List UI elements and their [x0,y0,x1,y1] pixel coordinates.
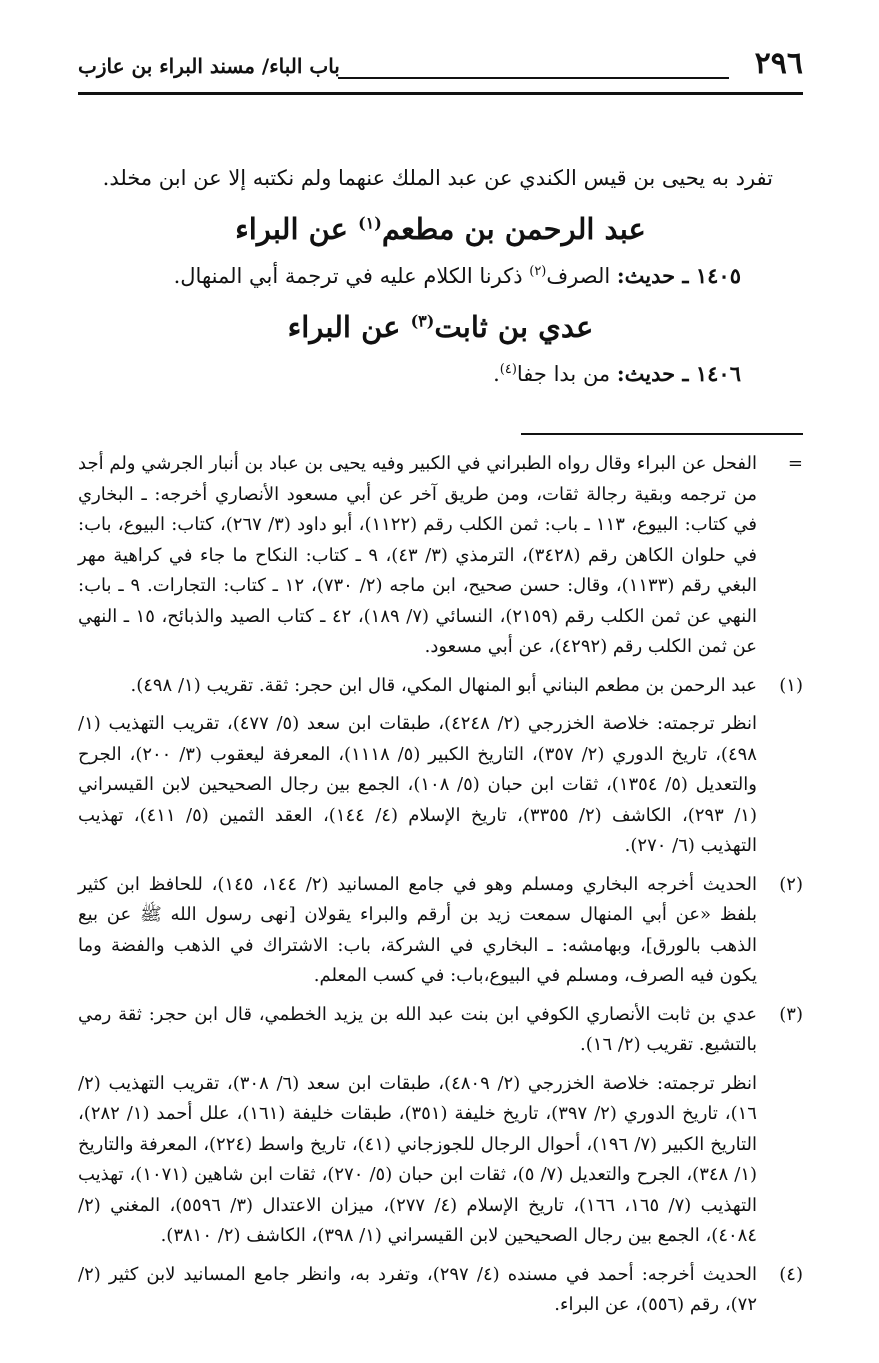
running-title: باب الباء/ مسند البراء بن عازب [78,54,340,78]
footnote-ref-3: (٣) [410,311,435,331]
footnote-separator [521,433,803,435]
footnote-continuation-text: الفحل عن البراء وقال رواه الطبراني في الكبير وفيه يحيى بن عباد بن أنبار الجرشي ولم أجد من ترجمه وبقية رجالة ثقات، ومن طريق آخر عن أبي مسعود الأنصاري أخرجه: ـ البخاري في كتاب: البيوع، ١١٣ ـ باب: ثمن الكلب رقم (١١٢٢)، أبو داود (٣/ ٢٦٧)، كتاب: البيوع، باب: في حلوان الكاهن رقم (٣٤٢٨)، الترمذي (٣/ ٤٣)، ٩ ـ كتاب: النكاح ما جاء في كراهية مهر البغي رقم (١١٣٣)، وقال: حسن صحيح، ابن ماجه (٢/ ٧٣٠)، ١٢ ـ كتاب: التجارات. ٩ ـ باب: النهي عن ثمن الكلب رقم (٢١٥٩)، النسائي (٧/ ١٨٩)، ٤٢ ـ كتاب الصيد والذبائح، ١٥ ـ النهي عن ثمن الكلب رقم (٤٢٩٢)، عن أبي مسعود. [78,453,757,657]
header-fill-line [338,77,729,79]
footnote-1-text: عبد الرحمن بن مطعم البناني أبو المنهال المكي، قال ابن حجر: ثقة. تقريب (١/ ٤٩٨). [130,674,757,696]
page-header [78,40,803,94]
main-text [78,160,803,393]
section-heading-2-suffix: عن البراء [287,310,401,344]
header-rule [78,92,803,95]
hadith-1405-number: ١٤٠٥ ـ حديث: [616,263,741,288]
intro-paragraph: تفرد به يحيى بن قيس الكندي عن عبد الملك عنهما ولم نكتبه إلا عن ابن مخلد. [102,166,773,190]
footnote-3-text: عدي بن ثابت الأنصاري الكوفي ابن بنت عبد الله بن يزيد الخطمي، قال ابن حجر: ثقة رمي بالتشيع. تقريب (٢/ ١٦). [78,1003,757,1055]
footnote-3 [78,1000,803,1252]
footnote-continuation [78,449,803,663]
hadith-1405-topic: الصرف [546,264,611,288]
footnote-3-sources: انظر ترجمته: خلاصة الخزرجي (٢/ ٤٨٠٩)، طبقات ابن سعد (٦/ ٣٠٨)، تقريب التهذيب (٢/ ١٦)، تاريخ الدوري (٢/ ٣٩٧)، تاريخ خليفة (٣٥١)، طبقات خليفة (١٦١)، علل أحمد (١/ ٢٨٢)، التاريخ الكبير (٧/ ١٩٦)، أحوال الرجال للجوزجاني (٤١)، تاريخ واسط (٢٢٤)، المعرفة والتاريخ (١/ ٣٤٨)، الجرح والتعديل (٧/ ٥)، ثقات ابن حبان (٥/ ٢٧٠)، ثقات ابن شاهين (١٠٧١)، تهذيب التهذيب (٧/ ١٦٥، ١٦٦)، تاريخ الإسلام (٤/ ٢٧٧)، ميزان الاعتدال (٣/ ٥٥٩٦)، المغني (٢/ ٤٠٨٤)، الجمع بين رجال الصحيحين لابن القيسراني (١/ ٣٩٨)، الكاشف (٢/ ٣٨١٠). [78,1072,758,1246]
footnote-ref-4: (٤) [499,362,517,377]
footnote-continuation-mark: = [787,453,803,474]
section-heading-2 [78,303,803,351]
section-heading-2-title: عدي بن ثابت [434,310,594,344]
footnote-2-mark: (٢) [779,873,803,895]
footnote-3-mark: (٣) [779,1003,803,1025]
footnote-4-mark: (٤) [779,1263,803,1285]
section-heading-1-title: عبد الرحمن بن مطعم [381,212,646,246]
hadith-1406 [78,355,803,393]
footnote-1-mark: (١) [779,674,803,696]
section-heading-1-suffix: عن البراء [235,212,348,246]
page-number: ٢٩٦ [754,46,803,81]
footnote-ref-2: (٢) [529,264,547,279]
hadith-1406-end: . [493,362,500,386]
footnote-ref-1: (١) [358,213,382,233]
hadith-1406-text: من بدا جفا [516,362,611,386]
hadith-1405-text: ذكرنا الكلام عليه في ترجمة أبي المنهال. [173,264,523,288]
footnote-2 [78,870,803,992]
footnote-4 [78,1260,803,1321]
footnote-1-sources: انظر ترجمته: خلاصة الخزرجي (٢/ ٤٢٤٨)، طبقات ابن سعد (٥/ ٤٧٧)، تقريب التهذيب (١/ ٤٩٨)، تاريخ الدوري (٢/ ٣٥٧)، التاريخ الكبير (٥/ ١١١٨)، المعرفة ليعقوب (٣/ ٢٠٠)، الجرح والتعديل (٥/ ١٣٥٤)، ثقات ابن حبان (٥/ ١٠٨)، الجمع بين رجال الصحيحين لابن القيسراني (١/ ٢٩٣)، الكاشف (٢/ ٣٣٥٥)، تاريخ الإسلام (٤/ ١٤٤)، العقد الثمين (٥/ ٤١١)، تهذيب التهذيب (٦/ ٢٧٠). [78,713,757,856]
hadith-1405 [78,257,803,295]
footnotes [78,449,803,1321]
footnote-1 [78,671,803,862]
book-page [78,40,803,1343]
footnote-2-text: الحديث أخرجه البخاري ومسلم وهو في جامع المسانيد (٢/ ١٤٤، ١٤٥)، للحافظ ابن كثير بلفظ «عن أبي المنهال سمعت زيد بن أرقم والبراء يقولان [نهى رسول الله ﷺ عن بيع الذهب بالورق]، وبهامشه: ـ البخاري في الشركة، باب: الاشتراك في الذهب والفضة وما يكون فيه الصرف، ومسلم في البيوع،باب: في كسب المعلم. [78,873,757,986]
hadith-1406-number: ١٤٠٦ ـ حديث: [616,361,741,386]
footnote-4-text: الحديث أخرجه: أحمد في مسنده (٤/ ٢٩٧)، وتفرد به، وانظر جامع المسانيد لابن كثير (٢/ ٧٢)، رقم (٥٥٦)، عن البراء. [78,1263,757,1315]
section-heading-1 [78,205,803,253]
